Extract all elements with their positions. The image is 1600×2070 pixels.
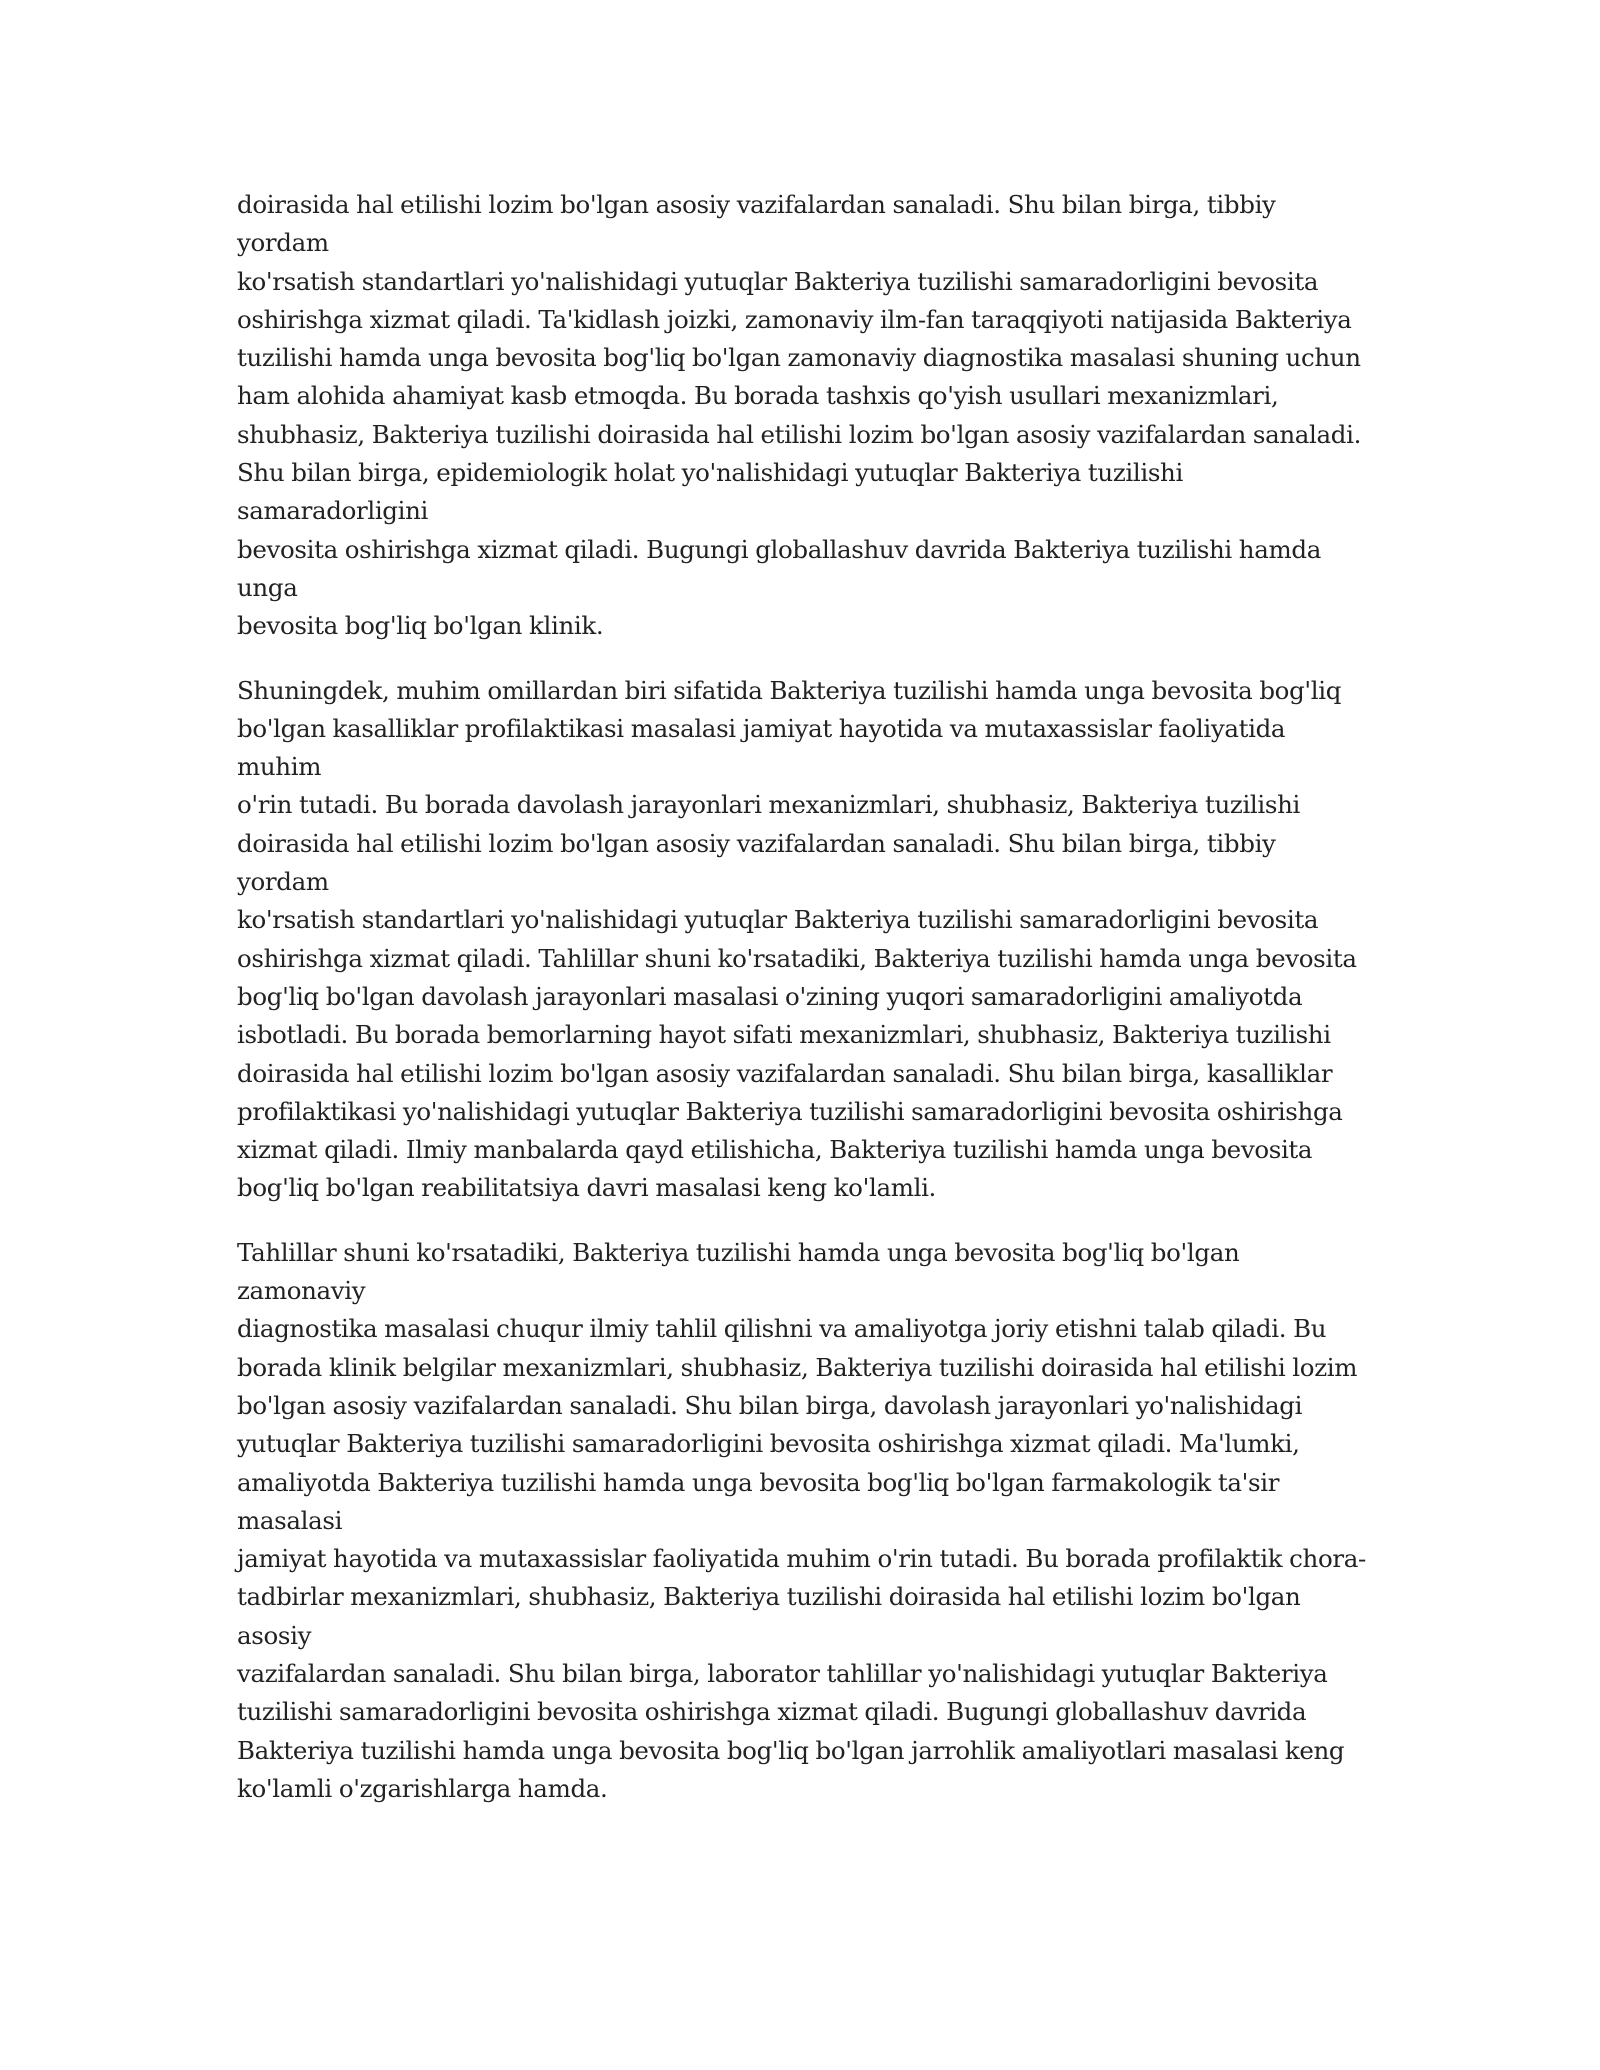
document-page (237, 186, 1367, 1834)
paragraph-3: Tahlillar shuni ko'rsatadiki, Bakteriya tuzilishi hamda unga bevosita bog'liq bo'lgan zamonaviy diagnostika masalasi chuqur ilmiy tahlil qilishni va amaliyotga joriy etishni talab qiladi. Bu borada klinik belgilar mexanizmlari, shubhasiz, Bakteriya tuzilishi doirasida hal etilishi lozim bo'lgan asosiy vazifalardan sanaladi. Shu bilan birga, davolash jarayonlari yo'nalishidagi yutuqlar Bakteriya tuzilishi samaradorligini bevosita oshirishga xizmat qiladi. Ma'lumki, amaliyotda Bakteriya tuzilishi hamda unga bevosita bog'liq bo'lgan farmakologik ta'sir masalasi jamiyat hayotida va mutaxassislar faoliyatida muhim o'rin tutadi. Bu borada profilaktik chora- tadbirlar mexanizmlari, shubhasiz, Bakteriya tuzilishi doirasida hal etilishi lozim bo'lgan asosiy vazifalardan sanaladi. Shu bilan birga, laborator tahlillar yo'nalishidagi yutuqlar Bakteriya tuzilishi samaradorligini bevosita oshirishga xizmat qiladi. Bugungi globallashuv davrida Bakteriya tuzilishi hamda unga bevosita bog'liq bo'lgan jarrohlik amaliyotlari masalasi keng ko'lamli o'zgarishlarga hamda. (237, 1237, 1366, 1803)
paragraph-2: Shuningdek, muhim omillardan biri sifatida Bakteriya tuzilishi hamda unga bevosita bog'liq bo'lgan kasalliklar profilaktikasi masalasi jamiyat hayotida va mutaxassislar faoliyatida muhim o'rin tutadi. Bu borada davolash jarayonlari mexanizmlari, shubhasiz, Bakteriya tuzilishi doirasida hal etilishi lozim bo'lgan asosiy vazifalardan sanaladi. Shu bilan birga, tibbiy yordam ko'rsatish standartlari yo'nalishidagi yutuqlar Bakteriya tuzilishi samaradorligini bevosita oshirishga xizmat qiladi. Tahlillar shuni ko'rsatadiki, Bakteriya tuzilishi hamda unga bevosita bog'liq bo'lgan davolash jarayonlari masalasi o'zining yuqori samaradorligini amaliyotda isbotladi. Bu borada bemorlarning hayot sifati mexanizmlari, shubhasiz, Bakteriya tuzilishi doirasida hal etilishi lozim bo'lgan asosiy vazifalardan sanaladi. Shu bilan birga, kasalliklar profilaktikasi yo'nalishidagi yutuqlar Bakteriya tuzilishi samaradorligini bevosita oshirishga xizmat qiladi. Ilmiy manbalarda qayd etilishicha, Bakteriya tuzilishi hamda unga bevosita bog'liq bo'lgan reabilitatsiya davri masalasi keng ko'lamli. (237, 675, 1357, 1203)
paragraph-1: doirasida hal etilishi lozim bo'lgan asosiy vazifalardan sanaladi. Shu bilan birga, tibbiy yordam ko'rsatish standartlari yo'nalishidagi yutuqlar Bakteriya tuzilishi samaradorligini bevosita oshirishga xizmat qiladi. Ta'kidlash joizki, zamonaviy ilm-fan taraqqiyoti natijasida Bakteriya tuzilishi hamda unga bevosita bog'liq bo'lgan zamonaviy diagnostika masalasi shuning uchun ham alohida ahamiyat kasb etmoqda. Bu borada tashxis qo'yish usullari mexanizmlari, shubhasiz, Bakteriya tuzilishi doirasida hal etilishi lozim bo'lgan asosiy vazifalardan sanaladi. Shu bilan birga, epidemiologik holat yo'nalishidagi yutuqlar Bakteriya tuzilishi samaradorligini bevosita oshirishga xizmat qiladi. Bugungi globallashuv davrida Bakteriya tuzilishi hamda unga bevosita bog'liq bo'lgan klinik. (237, 190, 1362, 641)
